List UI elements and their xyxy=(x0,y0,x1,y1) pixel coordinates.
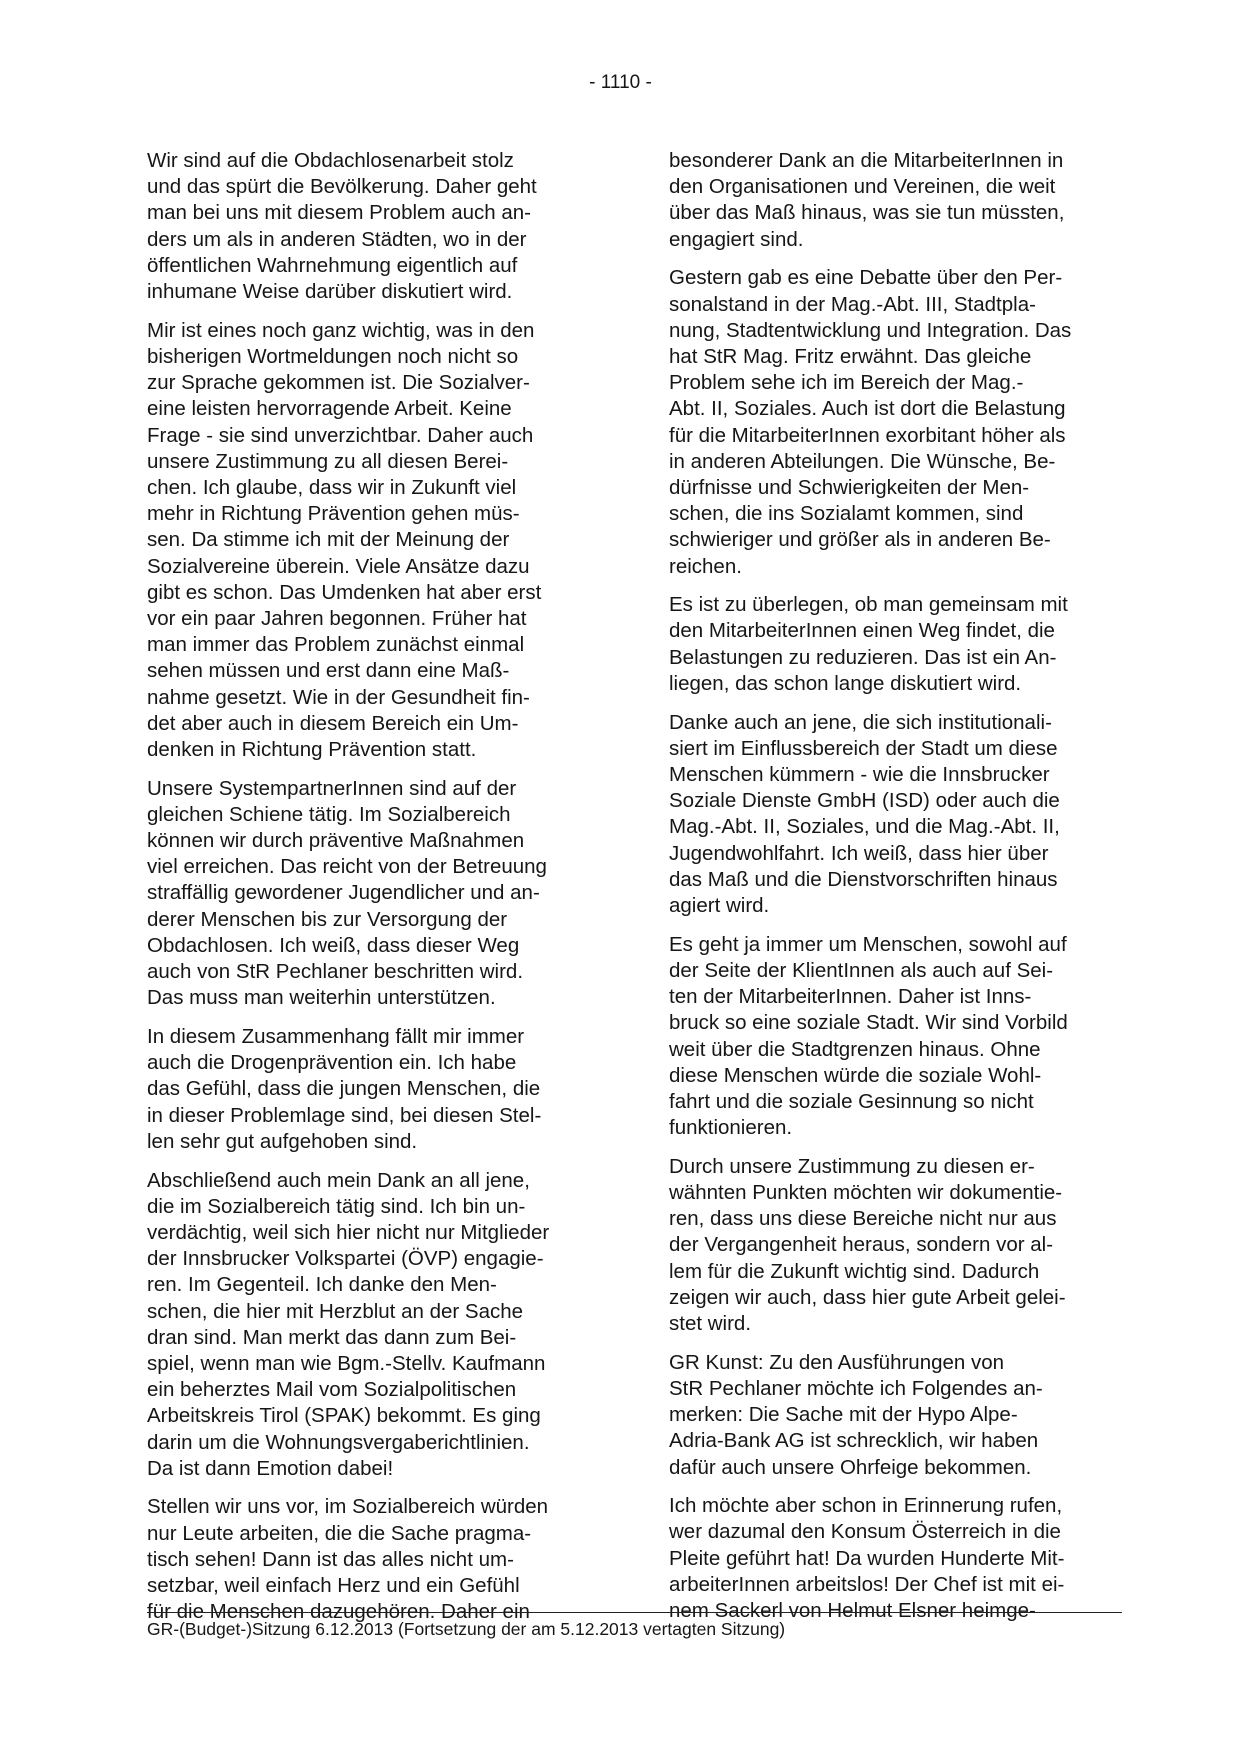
text-line: dafür auch unsere Ohrfeige bekommen. xyxy=(669,1455,1032,1479)
text-line: unsere Zustimmung zu all diesen Berei- xyxy=(147,449,509,473)
text-line: Mir ist eines noch ganz wichtig, was in den xyxy=(147,318,535,342)
text-line: darin um die Wohnungsvergaberichtlinien. xyxy=(147,1430,530,1454)
text-line: stet wird. xyxy=(669,1312,752,1336)
text-line: der Vergangenheit heraus, sondern vor al- xyxy=(669,1233,1054,1257)
text-line: Wir sind auf die Obdachlosenarbeit stolz xyxy=(147,149,514,172)
text-line: ein beherztes Mail vom Sozialpolitischen xyxy=(147,1378,517,1402)
text-line: engagiert sind. xyxy=(669,227,804,251)
text-line: über das Maß hinaus, was sie tun müssten, xyxy=(669,201,1065,225)
text-line: sen. Da stimme ich mit der Meinung der xyxy=(147,528,510,552)
text-line: mehr in Richtung Prävention gehen müs- xyxy=(147,502,520,526)
paragraph xyxy=(147,1024,602,1155)
text-line: das Gefühl, dass die jungen Menschen, die xyxy=(147,1077,541,1101)
text-line: Sozialvereine überein. Viele Ansätze dazu xyxy=(147,554,530,578)
text-line: für die MitarbeiterInnen exorbitant höher als xyxy=(669,423,1066,447)
text-line: den Organisationen und Vereinen, die weit xyxy=(669,175,1056,199)
page-number: - 1110 - xyxy=(589,72,652,93)
text-line: Durch unsere Zustimmung zu diesen er- xyxy=(669,1154,1035,1178)
text-line: der Seite der KlientInnen als auch auf Sei- xyxy=(669,958,1054,982)
paragraph xyxy=(147,318,602,763)
paragraph xyxy=(669,932,1131,1142)
text-line: nem Sackerl von Helmut Elsner heimge- xyxy=(669,1599,1036,1623)
text-line: StR Pechlaner möchte ich Folgendes an- xyxy=(669,1376,1043,1400)
paragraph xyxy=(669,710,1131,920)
text-line: denken in Richtung Prävention statt. xyxy=(147,737,477,761)
text-line: die im Sozialbereich tätig sind. Ich bin un- xyxy=(147,1194,526,1218)
text-line: GR Kunst: Zu den Ausführungen von xyxy=(669,1350,1005,1374)
footer-divider xyxy=(147,1612,1122,1613)
text-line: In diesem Zusammenhang fällt mir immer xyxy=(147,1025,525,1048)
text-line: Adria-Bank AG ist schrecklich, wir haben xyxy=(669,1429,1039,1453)
text-line: sehen müssen und erst dann eine Maß- xyxy=(147,659,510,683)
paragraph xyxy=(669,1493,1131,1624)
text-line: viel erreichen. Das reicht von der Betreuung xyxy=(147,855,547,879)
text-line: können wir durch präventive Maßnahmen xyxy=(147,829,525,853)
paragraph xyxy=(147,148,602,305)
text-line: funktionieren. xyxy=(669,1116,793,1140)
text-line: gleichen Schiene tätig. Im Sozialbereich xyxy=(147,802,511,826)
text-line: Stellen wir uns vor, im Sozialbereich würden xyxy=(147,1495,549,1519)
text-line: Problem sehe ich im Bereich der Mag.- xyxy=(669,371,1024,395)
text-line: fahrt und die soziale Gesinnung so nicht xyxy=(669,1089,1034,1113)
text-line: nahme gesetzt. Wie in der Gesundheit fin- xyxy=(147,685,530,709)
paragraph xyxy=(669,265,1131,579)
text-line: derer Menschen bis zur Versorgung der xyxy=(147,907,508,931)
text-line: Frage - sie sind unverzichtbar. Daher auch xyxy=(147,423,534,447)
footer: GR-(Budget-)Sitzung 6.12.2013 (Fortsetzung der am 5.12.2013 vertagten Sitzung) xyxy=(147,1619,786,1639)
text-line: ten der MitarbeiterInnen. Daher ist Inns- xyxy=(669,985,1032,1009)
text-line: siert im Einflussbereich der Stadt um diese xyxy=(669,736,1058,760)
text-line: ren. Im Gegenteil. Ich danke den Men- xyxy=(147,1273,497,1297)
text-line: inhumane Weise darüber diskutiert wird. xyxy=(147,280,513,304)
text-line: sonalstand in der Mag.-Abt. III, Stadtpla- xyxy=(669,292,1036,316)
text-line: lem für die Zukunft wichtig sind. Dadurch xyxy=(669,1259,1040,1283)
text-line: den MitarbeiterInnen einen Weg findet, die xyxy=(669,619,1055,643)
text-line: der Innsbrucker Volkspartei (ÖVP) engagie- xyxy=(147,1247,544,1271)
text-line: Abschließend auch mein Dank an all jene, xyxy=(147,1168,530,1192)
text-line: schen, die ins Sozialamt kommen, sind xyxy=(669,502,1024,526)
text-line: verdächtig, weil sich hier nicht nur Mitglieder xyxy=(147,1220,550,1244)
text-line: reichen. xyxy=(669,554,742,578)
text-line: len sehr gut aufgehoben sind. xyxy=(147,1129,418,1153)
text-line: man bei uns mit diesem Problem auch an- xyxy=(147,201,531,225)
paragraph xyxy=(147,776,602,1012)
text-line: det aber auch in diesem Bereich ein Um- xyxy=(147,711,519,735)
text-line: wer dazumal den Konsum Österreich in die xyxy=(669,1520,1061,1544)
text-line: Unsere SystempartnerInnen sind auf der xyxy=(147,776,517,800)
paragraph xyxy=(669,1350,1131,1481)
text-line: man immer das Problem zunächst einmal xyxy=(147,633,525,657)
text-line: gibt es schon. Das Umdenken hat aber erst xyxy=(147,580,542,604)
text-line: besonderer Dank an die MitarbeiterInnen in xyxy=(669,149,1064,172)
paragraph xyxy=(669,1154,1131,1337)
text-line: ren, dass uns diese Bereiche nicht nur aus xyxy=(669,1207,1057,1231)
text-line: liegen, das schon lange diskutiert wird. xyxy=(669,671,1022,695)
text-line: setzbar, weil einfach Herz und ein Gefühl xyxy=(147,1574,520,1598)
paragraph xyxy=(147,1494,602,1625)
text-line: Menschen kümmern - wie die Innsbrucker xyxy=(669,762,1050,786)
text-line: Das muss man weiterhin unterstützen. xyxy=(147,986,496,1010)
text-line: Jugendwohlfahrt. Ich weiß, dass hier über xyxy=(669,841,1049,865)
text-line: nur Leute arbeiten, die die Sache pragma- xyxy=(147,1521,532,1545)
text-line: schen, die hier mit Herzblut an der Sache xyxy=(147,1299,524,1323)
text-line: straffällig gewordener Jugendlicher und an- xyxy=(147,881,540,905)
text-line: dran sind. Man merkt das dann zum Bei- xyxy=(147,1325,517,1349)
text-line: wähnten Punkten möchten wir dokumentie- xyxy=(669,1181,1063,1205)
text-line: Ich möchte aber schon in Erinnerung rufen, xyxy=(669,1494,1063,1518)
text-line: spiel, wenn man wie Bgm.-Stellv. Kaufmann xyxy=(147,1351,546,1375)
paragraph xyxy=(669,148,1131,253)
text-line: eine leisten hervorragende Arbeit. Keine xyxy=(147,397,512,421)
text-line: Arbeitskreis Tirol (SPAK) bekommt. Es ging xyxy=(147,1404,541,1428)
text-line: zur Sprache gekommen ist. Die Sozialver- xyxy=(147,371,530,395)
text-line: agiert wird. xyxy=(669,893,770,917)
text-line: weit über die Stadtgrenzen hinaus. Ohne xyxy=(669,1037,1041,1061)
text-line: schwieriger und größer als in anderen Be- xyxy=(669,528,1051,552)
text-line: Es ist zu überlegen, ob man gemeinsam mit xyxy=(669,593,1068,617)
text-line: bruck so eine soziale Stadt. Wir sind Vorbild xyxy=(669,1011,1068,1035)
text-line: Belastungen zu reduzieren. Das ist ein An- xyxy=(669,645,1057,669)
text-line: in anderen Abteilungen. Die Wünsche, Be- xyxy=(669,449,1056,473)
text-line: Es geht ja immer um Menschen, sowohl auf xyxy=(669,932,1067,956)
text-line: Gestern gab es eine Debatte über den Per- xyxy=(669,266,1063,290)
text-line: ders um als in anderen Städten, wo in der xyxy=(147,227,527,251)
text-line: für die Menschen dazugehören. Daher ein xyxy=(147,1600,530,1624)
text-line: Soziale Dienste GmbH (ISD) oder auch die xyxy=(669,789,1060,813)
left-column xyxy=(147,148,602,1638)
text-line: auch von StR Pechlaner beschritten wird. xyxy=(147,960,524,984)
text-line: das Maß und die Dienstvorschriften hinaus xyxy=(669,867,1058,891)
text-line: Pleite geführt hat! Da wurden Hunderte Mit- xyxy=(669,1546,1065,1570)
text-line: öffentlichen Wahrnehmung eigentlich auf xyxy=(147,253,518,277)
text-line: merken: Die Sache mit der Hypo Alpe- xyxy=(669,1403,1018,1427)
paragraph xyxy=(147,1168,602,1482)
text-line: tisch sehen! Dann ist das alles nicht um- xyxy=(147,1547,514,1571)
text-line: vor ein paar Jahren begonnen. Früher hat xyxy=(147,606,527,630)
text-line: Da ist dann Emotion dabei! xyxy=(147,1456,394,1480)
right-column xyxy=(669,148,1131,1637)
text-line: arbeiterInnen arbeitslos! Der Chef ist mit ei- xyxy=(669,1572,1065,1596)
text-line: Obdachlosen. Ich weiß, dass dieser Weg xyxy=(147,933,520,957)
text-line: in dieser Problemlage sind, bei diesen Stel- xyxy=(147,1103,542,1127)
text-line: hat StR Mag. Fritz erwähnt. Das gleiche xyxy=(669,344,1032,368)
text-line: chen. Ich glaube, dass wir in Zukunft viel xyxy=(147,475,517,499)
text-line: nung, Stadtentwicklung und Integration. Das xyxy=(669,318,1072,342)
text-line: bisherigen Wortmeldungen noch nicht so xyxy=(147,344,519,368)
text-line: Danke auch an jene, die sich institutionali- xyxy=(669,710,1052,734)
text-line: dürfnisse und Schwierigkeiten der Men- xyxy=(669,475,1030,499)
text-line: Abt. II, Soziales. Auch ist dort die Belastung xyxy=(669,397,1066,421)
text-line: und das spürt die Bevölkerung. Daher geht xyxy=(147,175,537,199)
text-line: auch die Drogenprävention ein. Ich habe xyxy=(147,1051,517,1075)
paragraph xyxy=(669,592,1131,697)
text-line: diese Menschen würde die soziale Wohl- xyxy=(669,1063,1042,1087)
text-line: Mag.-Abt. II, Soziales, und die Mag.-Abt. II, xyxy=(669,815,1060,839)
text-line: zeigen wir auch, dass hier gute Arbeit gelei- xyxy=(669,1285,1066,1309)
